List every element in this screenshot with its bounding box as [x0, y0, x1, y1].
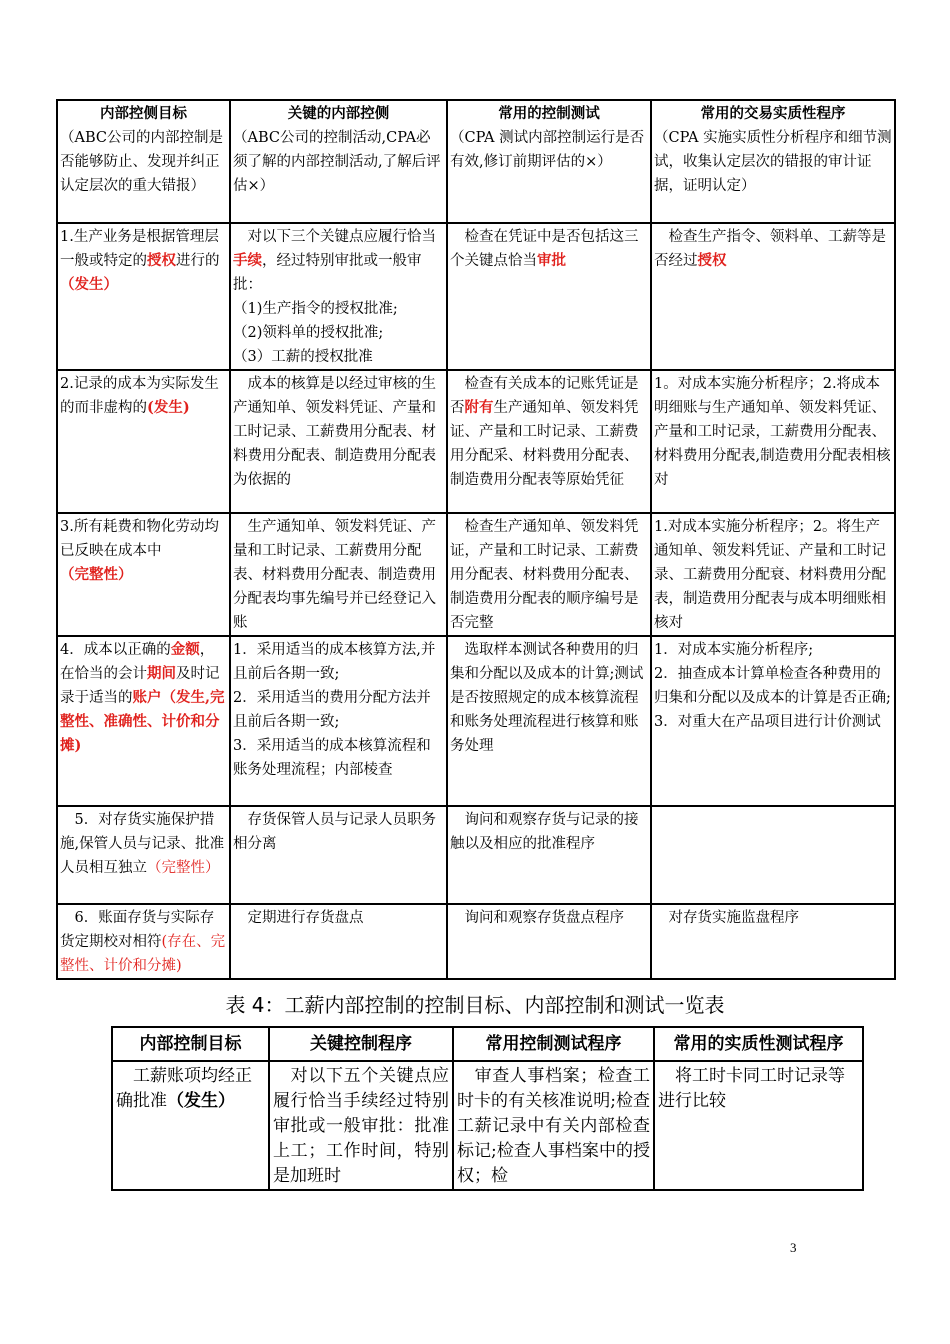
page-number: 3 — [790, 1240, 797, 1255]
table-cell: 审查人事档案；检查工时卡的有关核准说明;检查工薪记录中有关内部检查标记;检查人事档案中的授权；检 — [453, 1061, 654, 1190]
inventory-control-table — [56, 99, 896, 980]
payroll-control-table — [111, 1026, 864, 1191]
table-cell: 工薪账项均经正确批准（发生） — [112, 1061, 269, 1190]
table-cell: 对以下三个关键点应履行恰当手续，经过特别审批或一般审批： （1)生产指令的授权批准; （2)领料单的授权批准; （3）工薪的授权批准 — [230, 223, 447, 370]
table-cell: 检查有关成本的记账凭证是否附有生产通知单、领发料凭证、产量和工时记录、工薪费用分配采、材料费用分配表、制造费用分配表等原始凭征 — [447, 370, 651, 513]
table-cell: 选取样本测试各种费用的归集和分配以及成本的计算;测试是否按照规定的成本核算流程和账务处理流程进行核算和账务处理 — [447, 636, 651, 806]
header-cell: 内部控制目标 — [112, 1027, 269, 1061]
table-cell: 1.生产业务是根据管理层一般或特定的授权进行的（发生） — [57, 223, 230, 370]
header-cell — [447, 100, 651, 223]
table-cell: 1．对成本实施分析程序; 2．抽查成本计算单检查各种费用的归集和分配以及成本的计算是否正确; 3．对重大在产品项目进行计价测试 — [651, 636, 895, 806]
table-cell: 询问和观察存货盘点程序 — [447, 904, 651, 979]
table-header-row — [57, 100, 895, 223]
table-cell: 成本的核算是以经过审核的生产通知单、领发料凭证、产量和工时记录、工薪费用分配表、材料费用分配表、制造费用分配表为依据的 — [230, 370, 447, 513]
table-cell: 生产通知单、领发料凭证、产量和工时记录、工薪费用分配表、材料费用分配表、制造费用分配表均事先编号并已经登记入账 — [230, 513, 447, 636]
table-cell: 检查生产通知单、领发料凭证，产量和工时记录、工薪费用分配表、材料费用分配表、制造费用分配表的顺序编号是否完整 — [447, 513, 651, 636]
table-cell: 询问和观察存货与记录的接触以及相应的批准程序 — [447, 806, 651, 904]
table-cell: 6．账面存货与实际存货定期校对相符(存在、完整性、计价和分摊) — [57, 904, 230, 979]
header-cell: 关键控制程序 — [269, 1027, 453, 1061]
table-cell: 检查在凭证中是否包括这三个关键点恰当审批 — [447, 223, 651, 370]
table-cell: 对以下五个关键点应履行恰当手续经过特别审批或一般审批：批准上工；工作时间，特别是加班时 — [269, 1061, 453, 1190]
table-cell: 4．成本以正确的金额，在恰当的会计期间及时记录于适当的账户（发生,完整性、准确性、计价和分摊) — [57, 636, 230, 806]
header-cell: 常用控制测试程序 — [453, 1027, 654, 1061]
table-cell: 1。对成本实施分析程序；2.将成本明细账与生产通知单、领发料凭证、产量和工时记录，工薪费用分配表、材料费用分配表,制造费用分配表相核对 — [651, 370, 895, 513]
header-note: （CPA 测试内部控制运行是否有效,修订前期评估的×） — [450, 130, 645, 170]
table-cell: 检查生产指令、领料单、工薪等是否经过授权 — [651, 223, 895, 370]
header-note: （ABC公司的内部控制是否能够防止、发现并纠正认定层次的重大错报） — [60, 130, 223, 194]
header-title: 常用的控制测试 — [498, 105, 600, 122]
table-cell: 定期进行存货盘点 — [230, 904, 447, 979]
table-caption: 表 4：工薪内部控制的控制目标、内部控制和测试一览表 — [225, 993, 725, 1017]
header-note: （ABC公司的控制活动,CPA必须了解的内部控制活动,了解后评估×） — [233, 130, 441, 194]
table-row — [57, 223, 895, 370]
table-header-row — [112, 1027, 863, 1061]
header-title: 关键的内部控侧 — [287, 105, 390, 122]
table-cell: 3.所有耗费和物化劳动均已反映在成本中（完整性） — [57, 513, 230, 636]
header-cell: 常用的实质性测试程序 — [654, 1027, 863, 1061]
header-title: 内部控侧目标 — [100, 105, 187, 122]
table-cell: 将工时卡同工时记录等进行比较 — [654, 1061, 863, 1190]
table-cell: 5．对存货实施保护措施,保管人员与记录、批准人员相互独立（完整性） — [57, 806, 230, 904]
table-row — [57, 636, 895, 806]
table-row — [57, 370, 895, 513]
table-cell: 1.对成本实施分析程序；2。将生产通知单、领发料凭证、产量和工时记录、工薪费用分配衰、材料费用分配表，制造费用分配表与成本明细账相核对 — [651, 513, 895, 636]
header-title: 常用的交易实质性程序 — [700, 105, 846, 122]
header-note: （CPA 实施实质性分析程序和细节测试，收集认定层次的错报的审计证据，证明认定） — [654, 130, 892, 194]
header-cell — [57, 100, 230, 223]
table-row — [57, 513, 895, 636]
table-cell: 存货保管人员与记录人员职务相分离 — [230, 806, 447, 904]
table-cell: 1．采用适当的成本核算方法,并且前后各期一致; 2．采用适当的费用分配方法并且前后各期一致; 3．采用适当的成本核算流程和账务处理流程；内部棱查 — [230, 636, 447, 806]
table-row — [57, 806, 895, 904]
table-row — [57, 904, 895, 979]
header-cell — [651, 100, 895, 223]
table-cell: 对存货实施监盘程序 — [651, 904, 895, 979]
table-cell — [651, 806, 895, 904]
table-cell: 2.记录的成本为实际发生的而非虚构的(发生) — [57, 370, 230, 513]
table-row — [112, 1061, 863, 1190]
header-cell — [230, 100, 447, 223]
